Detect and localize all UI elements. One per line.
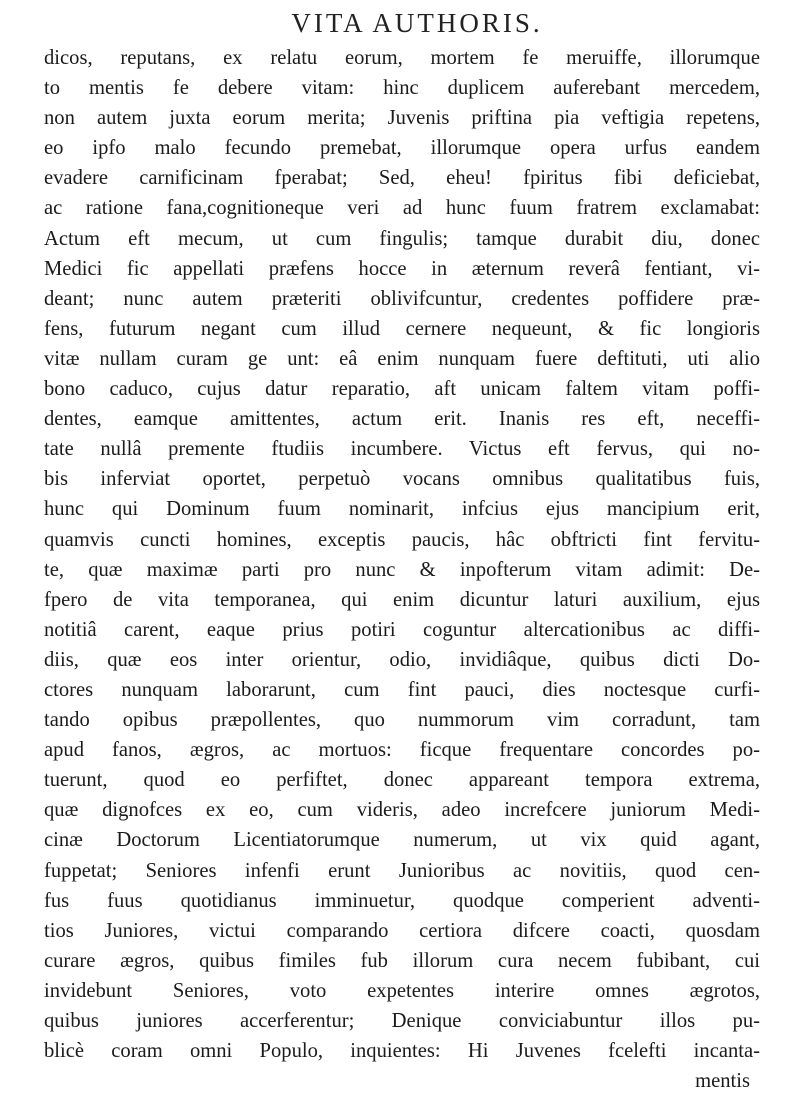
text-line: blicè coram omni Populo, inquientes: Hi Juvenes fcelefti incanta- (44, 1040, 760, 1063)
text-line: diis, quæ eos inter orientur, odio, invidiâque, quibus dicti Do- (44, 648, 760, 671)
text-line: cinæ Doctorum Licentiatorumque numerum, ut vix quid agant, (44, 829, 760, 852)
text-line: ac ratione fana,cognitioneque veri ad hunc fuum fratrem exclamabat: (44, 197, 760, 220)
text-line: tate nullâ premente ftudiis incumbere. Victus eft fervus, qui no- (44, 438, 760, 461)
text-line: ctores nunquam laborarunt, cum fint pauci, dies noctesque curfi- (44, 678, 760, 701)
text-line: non autem juxta eorum merita; Juvenis priftina pia veftigia repetens, (44, 107, 760, 130)
text-line: tios Juniores, victui comparando certiora difcere coacti, quosdam (44, 919, 760, 942)
text-line: eo ipfo malo fecundo premebat, illorumque opera urfus eandem (44, 137, 760, 160)
body-text (44, 43, 760, 1096)
text-line: quibus juniores accerferentur; Denique conviciabuntur illos pu- (44, 1010, 760, 1032)
text-line: quæ dignofces ex eo, cum videris, adeo increfcere juniorum Medi- (44, 799, 760, 822)
text-line: vitæ nullam curam ge unt: eâ enim nunquam fuere deftituti, uti alio (44, 347, 760, 370)
text-line: tuerunt, quod eo perfiftet, donec appareant tempora extrema, (44, 769, 760, 792)
running-head: VITA AUTHORIS. (291, 8, 543, 38)
text-line: curare ægros, quibus fimiles fub illorum cura necem fubibant, cui (44, 949, 760, 972)
text-line: fus fuus quotidianus imminuetur, quodque comperient adventi- (44, 889, 760, 912)
text-line: hunc qui Dominum fuum nominarit, infcius ejus mancipium erit, (44, 498, 760, 521)
catchword: mentis (695, 1070, 750, 1093)
text-line: dicos, reputans, ex relatu eorum, mortem fe meruiffe, illorumque (44, 47, 760, 69)
text-line: dentes, eamque amittentes, actum erit. Inanis res eft, neceffi- (44, 408, 760, 431)
text-line: deant; nunc autem præteriti oblivifcuntur, credentes poffidere præ- (44, 287, 760, 310)
text-line: fpero de vita temporanea, qui enim dicuntur laturi auxilium, ejus (44, 588, 760, 611)
text-line: notitiâ carent, eaque prius potiri coguntur altercationibus ac diffi- (44, 618, 760, 641)
text-line: quamvis cuncti homines, exceptis paucis, hâc obftricti fint fervitu- (44, 528, 760, 551)
text-line: te, quæ maximæ parti pro nunc & inpofterum vitam adimit: De- (44, 558, 760, 581)
text-line: evadere carnificinam fperabat; Sed, eheu! fpiritus fibi deficiebat, (44, 167, 760, 190)
text-line: to mentis fe debere vitam: hinc duplicem auferebant mercedem, (44, 77, 760, 100)
text-line: bis inferviat oportet, perpetuò vocans omnibus qualitatibus fuis, (44, 468, 760, 491)
text-line: fens, futurum negant cum illud cernere nequeunt, & fic longioris (44, 317, 760, 340)
text-line: apud fanos, ægros, ac mortuos: ficque frequentare concordes po- (44, 739, 760, 762)
text-line: invidebunt Seniores, voto expetentes interire omnes ægrotos, (44, 979, 760, 1002)
text-line: tando opibus præpollentes, quo nummorum vim corradunt, tam (44, 709, 760, 732)
text-line: bono caduco, cujus datur reparatio, aft unicam faltem vitam poffi- (44, 378, 760, 401)
text-line: Actum eft mecum, ut cum fingulis; tamque durabit diu, donec (44, 227, 760, 250)
text-line: Medici fic appellati præfens hocce in æternum reverâ fentiant, vi- (44, 257, 760, 280)
text-line: fuppetat; Seniores infenfi erunt Junioribus ac novitiis, quod cen- (44, 859, 760, 882)
